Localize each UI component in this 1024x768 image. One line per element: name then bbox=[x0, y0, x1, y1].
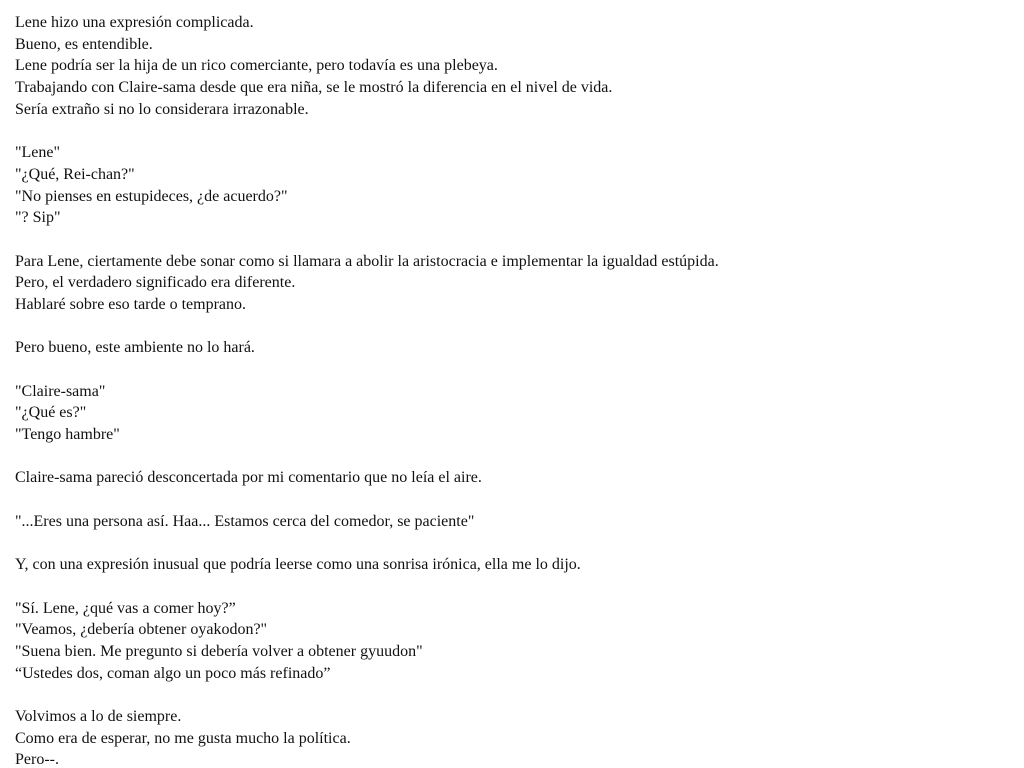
paragraph bbox=[15, 706, 1024, 768]
paragraph-gap bbox=[15, 359, 1024, 381]
paragraph-gap bbox=[15, 684, 1024, 706]
paragraph bbox=[15, 467, 1024, 489]
paragraph bbox=[15, 251, 1024, 316]
paragraph bbox=[15, 12, 1024, 120]
text-line: "Tengo hambre" bbox=[15, 426, 120, 444]
text-line: Pero--. bbox=[15, 751, 59, 768]
paragraph-gap bbox=[15, 576, 1024, 598]
text-line: “Ustedes dos, coman algo un poco más refinado” bbox=[15, 664, 331, 682]
paragraph bbox=[15, 381, 1024, 446]
text-line: "No pienses en estupideces, ¿de acuerdo?" bbox=[15, 187, 288, 205]
text-line: Y, con una expresión inusual que podría leerse como una sonrisa irónica, ella me lo dijo. bbox=[15, 556, 581, 574]
text-line: "Veamos, ¿debería obtener oyakodon?" bbox=[15, 621, 268, 639]
text-line: "¿Qué, Rei-chan?" bbox=[15, 165, 135, 183]
text-line: Para Lene, ciertamente debe sonar como si llamara a abolir la aristocracia e implementar la igualdad estúpida. bbox=[15, 252, 719, 270]
text-line: Pero, el verdadero significado era diferente. bbox=[15, 274, 296, 292]
paragraph-gap bbox=[15, 489, 1024, 511]
text-line: Pero bueno, este ambiente no lo hará. bbox=[15, 339, 255, 357]
text-line: Bueno, es entendible. bbox=[15, 35, 153, 53]
paragraph bbox=[15, 337, 1024, 359]
text-line: "Suena bien. Me pregunto si debería volver a obtener gyuudon" bbox=[15, 642, 423, 660]
paragraph bbox=[15, 598, 1024, 685]
text-line: Lene podría ser la hija de un rico comerciante, pero todavía es una plebeya. bbox=[15, 57, 498, 75]
text-line: "? Sip" bbox=[15, 209, 61, 227]
paragraph-gap bbox=[15, 229, 1024, 251]
text-line: "Lene" bbox=[15, 144, 61, 162]
text-line: Volvimos a lo de siempre. bbox=[15, 708, 182, 725]
text-line: "Sí. Lene, ¿qué vas a comer hoy?” bbox=[15, 599, 236, 617]
text-line: Trabajando con Claire-sama desde que era niña, se le mostró la diferencia en el nivel de vida. bbox=[15, 79, 613, 97]
text-line: "¿Qué es?" bbox=[15, 404, 87, 422]
paragraph-gap bbox=[15, 120, 1024, 142]
paragraph bbox=[15, 142, 1024, 229]
text-line: Lene hizo una expresión complicada. bbox=[15, 14, 254, 31]
paragraph bbox=[15, 554, 1024, 576]
paragraph-gap bbox=[15, 316, 1024, 338]
paragraph-gap bbox=[15, 533, 1024, 555]
text-line: "...Eres una persona así. Haa... Estamos cerca del comedor, se paciente" bbox=[15, 512, 475, 530]
text-line: "Claire-sama" bbox=[15, 382, 106, 400]
text-line: Hablaré sobre eso tarde o temprano. bbox=[15, 295, 247, 313]
paragraph bbox=[15, 511, 1024, 533]
text-line: Sería extraño si no lo considerara irrazonable. bbox=[15, 100, 309, 118]
text-line: Claire-sama pareció desconcertada por mi comentario que no leía el aire. bbox=[15, 469, 482, 487]
text-line: Como era de esperar, no me gusta mucho la política. bbox=[15, 729, 351, 747]
paragraph-gap bbox=[15, 446, 1024, 468]
